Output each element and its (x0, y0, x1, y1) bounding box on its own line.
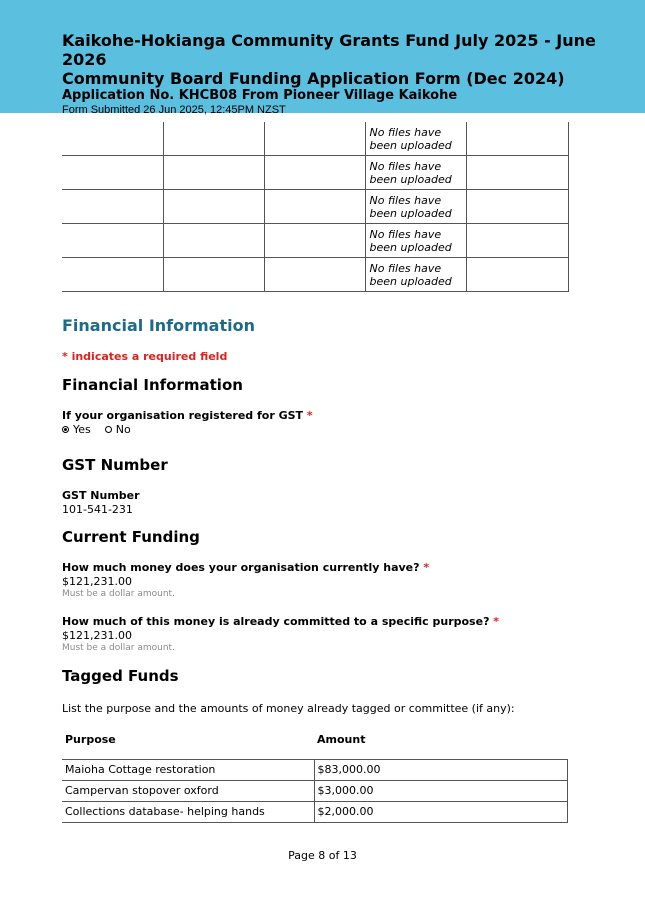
table-cell (62, 224, 163, 258)
current-money-question (62, 561, 568, 575)
file-status-cell: No files have been uploaded (365, 258, 466, 292)
table-cell (163, 258, 264, 292)
amount-cell: $3,000.00 (314, 781, 568, 802)
question-text: If your organisation registered for GST (62, 409, 304, 422)
purpose-column-header: Purpose (65, 733, 116, 746)
table-header-row (62, 733, 568, 760)
required-field-note: * indicates a required field (62, 350, 228, 363)
financial-subsection-title: Financial Information (62, 376, 243, 394)
uploaded-files-table (62, 122, 569, 292)
file-status-cell: No files have been uploaded (365, 224, 466, 258)
gst-radio-group (62, 423, 568, 436)
table-row (62, 781, 568, 802)
table-cell (163, 156, 264, 190)
file-status-cell: No files have been uploaded (365, 122, 466, 156)
radio-no[interactable] (105, 426, 112, 433)
table-cell (163, 122, 264, 156)
tagged-funds-intro: List the purpose and the amounts of money already tagged or committee (if any): (62, 702, 515, 715)
gst-registered-question (62, 409, 568, 423)
file-status-cell: No files have been uploaded (365, 190, 466, 224)
table-row (62, 258, 568, 292)
table-cell (264, 224, 365, 258)
table-cell (466, 122, 568, 156)
table-cell (466, 258, 568, 292)
table-cell (62, 258, 163, 292)
radio-yes-checked[interactable] (62, 426, 69, 433)
dollar-amount-hint: Must be a dollar amount. (62, 643, 175, 653)
amount-cell: $2,000.00 (314, 802, 568, 823)
radio-yes-label: Yes (73, 423, 91, 436)
table-cell (62, 190, 163, 224)
table-cell (62, 122, 163, 156)
table-row (62, 190, 568, 224)
table-cell (466, 224, 568, 258)
table-cell (466, 190, 568, 224)
amount-column-header: Amount (317, 733, 366, 746)
gst-section-title: GST Number (62, 456, 168, 474)
table-cell (264, 258, 365, 292)
table-cell (264, 122, 365, 156)
required-star: * (306, 409, 313, 422)
page-header (0, 0, 645, 116)
table-cell (466, 156, 568, 190)
question-text: How much of this money is already committed to a specific purpose? (62, 615, 490, 628)
table-row (62, 224, 568, 258)
table-cell (163, 224, 264, 258)
amount-cell: $83,000.00 (314, 760, 568, 781)
gst-number-label: GST Number (62, 489, 140, 502)
page-number: Page 8 of 13 (288, 849, 357, 862)
financial-section-title: Financial Information (62, 316, 255, 335)
form-title-line-1: Kaikohe-Hokianga Community Grants Fund July 2025 - June 2026 (62, 31, 596, 69)
committed-money-answer: $121,231.00 (62, 629, 132, 642)
dollar-amount-hint: Must be a dollar amount. (62, 589, 175, 599)
table-cell (264, 190, 365, 224)
table-cell (264, 156, 365, 190)
application-number: Application No. KHCB08 From Pioneer Village Kaikohe (62, 88, 458, 103)
required-star: * (493, 615, 500, 628)
submission-timestamp: Form Submitted 26 Jun 2025, 12:45PM NZST (62, 104, 286, 116)
form-title-line-2: Community Board Funding Application Form (Dec 2024) (62, 69, 565, 88)
radio-no-label: No (115, 423, 131, 436)
table-cell (163, 190, 264, 224)
table-row (62, 122, 568, 156)
purpose-cell: Collections database- helping hands (62, 802, 314, 823)
form-content (62, 316, 568, 823)
table-row (62, 156, 568, 190)
purpose-cell: Campervan stopover oxford (62, 781, 314, 802)
current-funding-title: Current Funding (62, 528, 200, 546)
purpose-cell: Maioha Cottage restoration (62, 760, 314, 781)
current-money-answer: $121,231.00 (62, 575, 132, 588)
file-status-cell: No files have been uploaded (365, 156, 466, 190)
required-star: * (423, 561, 430, 574)
question-text: How much money does your organisation currently have? (62, 561, 420, 574)
tagged-funds-title: Tagged Funds (62, 667, 179, 685)
table-cell (62, 156, 163, 190)
committed-money-question (62, 615, 568, 629)
gst-number-value: 101-541-231 (62, 503, 133, 516)
table-row (62, 760, 568, 781)
table-row (62, 802, 568, 823)
tagged-funds-table (62, 733, 568, 823)
